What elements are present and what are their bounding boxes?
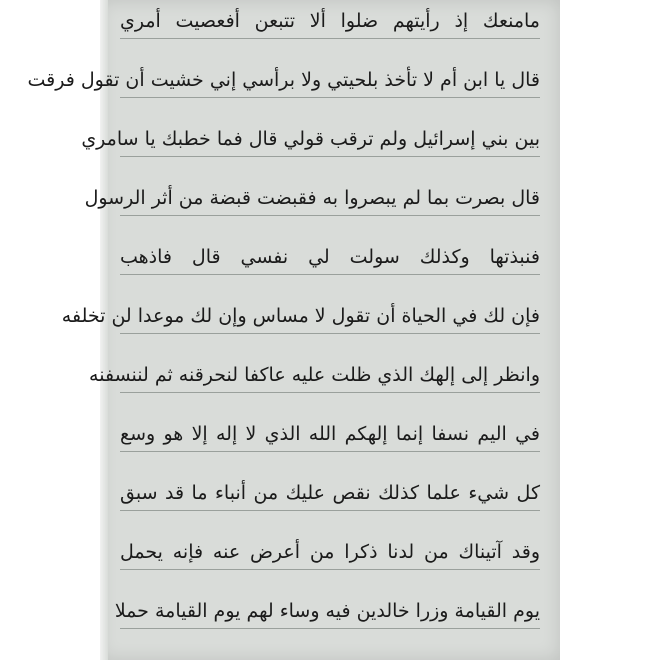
manuscript-line-7 (89, 358, 540, 393)
manuscript-line-1 (120, 4, 540, 39)
line-text: بين بني إسرائيل ولم ترقب قولي قال فما خطبك يا سامري (81, 128, 540, 150)
manuscript-line-11 (114, 594, 540, 629)
line-text: يوم القيامة وزرا خالدين فيه وساء لهم يوم القيامة حملا (114, 600, 540, 622)
line-text: قال يا ابن أم لا تأخذ بلحيتي ولا برأسي إني خشيت أن تقول فرقت (27, 69, 540, 91)
manuscript-line-6 (61, 299, 540, 334)
line-text: في اليم نسفا إنما إلهكم الله الذي لا إله إلا هو وسع (120, 423, 540, 445)
manuscript-line-5 (120, 240, 540, 275)
line-text: فإن لك في الحياة أن تقول لا مساس وإن لك موعدا لن تخلفه (61, 305, 540, 327)
line-text: فنبذتها وكذلك سولت لي نفسي قال فاذهب (120, 246, 540, 268)
line-text: وانظر إلى إلهك الذي ظلت عليه عاكفا لنحرقنه ثم لننسفنه (89, 364, 540, 386)
line-text: مامنعك إذ رأيتهم ضلوا ألا تتبعن أفعصيت أمري (120, 10, 540, 32)
manuscript-line-3 (81, 122, 540, 157)
line-text: وقد آتيناك من لدنا ذكرا من أعرض عنه فإنه يحمل (120, 541, 540, 563)
manuscript-line-9 (120, 476, 540, 511)
manuscript-line-4 (84, 181, 540, 216)
manuscript-line-2 (27, 63, 540, 98)
line-text: كل شيء علما كذلك نقص عليك من أنباء ما قد سبق (120, 482, 540, 504)
manuscript-line-10 (120, 535, 540, 570)
line-text: قال بصرت بما لم يبصروا به فقبضت قبضة من أثر الرسول (84, 187, 540, 209)
manuscript-line-8 (120, 417, 540, 452)
